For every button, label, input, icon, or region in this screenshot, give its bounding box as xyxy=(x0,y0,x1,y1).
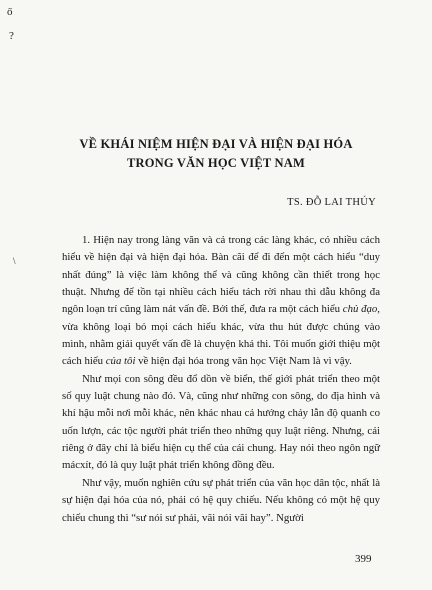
margin-mark-top: ő xyxy=(7,6,13,18)
emphasis-cua-toi: của tôi xyxy=(105,355,136,368)
author-byline: TS. ĐỖ LAI THÚY xyxy=(287,197,376,208)
paragraph-1-part-a: 1. Hiện nay trong làng văn và cả trong các làng khác, có nhiều cách hiểu về hiện đại và hiện đại hóa. Bàn cãi để đi đến một cách hiểu “duy nhất đúng” là việc làm không thể và cũng không cần thiết trong học thuật. Nhưng để tồn tại nhiều cách hiểu tách rời nhau thì dẫu không đa ngôn loạn trí cũng làm nát vấn đề. Bởi thế, đưa ra một cách hiểu xyxy=(62,234,380,316)
page-title-line-2: TRONG VĂN HỌC VIỆT NAM xyxy=(126,156,306,170)
paragraph-1-part-b: , vừa không loại bỏ mọi cách hiểu khác, vừa thu hút được chúng vào mình, nhằm giải quyết vấn đề là chuyện khả thi. Tôi muốn giới thiệu một cách hiểu xyxy=(62,303,380,368)
page-number: 399 xyxy=(355,553,372,565)
paragraph-3: Như vậy, muốn nghiên cứu sự phát triển của văn học dân tộc, nhất là sự hiện đại hóa của nó, phải có hệ quy chiếu. Nếu không có một hệ quy chiếu chung thì “sư nói sư phải, vãi nói vãi hay”. Người xyxy=(62,476,380,524)
page-title-line-1: VỀ KHÁI NIỆM HIỆN ĐẠI VÀ HIỆN ĐẠI HÓA xyxy=(79,137,353,151)
paragraph-1-part-c: về hiện đại hóa trong văn học Việt Nam là vì vậy. xyxy=(135,355,352,368)
paragraph-1 xyxy=(62,232,380,371)
emphasis-chu-dao: chủ đạo xyxy=(342,303,378,316)
margin-mark-side: \ xyxy=(13,256,16,266)
paragraph-2: Như mọi con sông đều đổ dồn về biển, thế giới phát triển theo một số quy luật chung nào đó. Và, cũng như những con sông, do địa hình và khí hậu mỗi nơi mỗi khác, nên khác nhau cả hướng chảy lẫn độ quanh co uốn lượn, các tộc người phát triển theo những quy luật riêng. Nhưng, cái riêng ở đây chỉ là biểu hiện cụ thể của cái chung. Hay nói theo ngôn ngữ mácxít, đó là quy luật phát triển không đồng đều. xyxy=(62,372,380,472)
margin-mark-question: ? xyxy=(9,30,14,42)
body-text xyxy=(62,232,380,527)
